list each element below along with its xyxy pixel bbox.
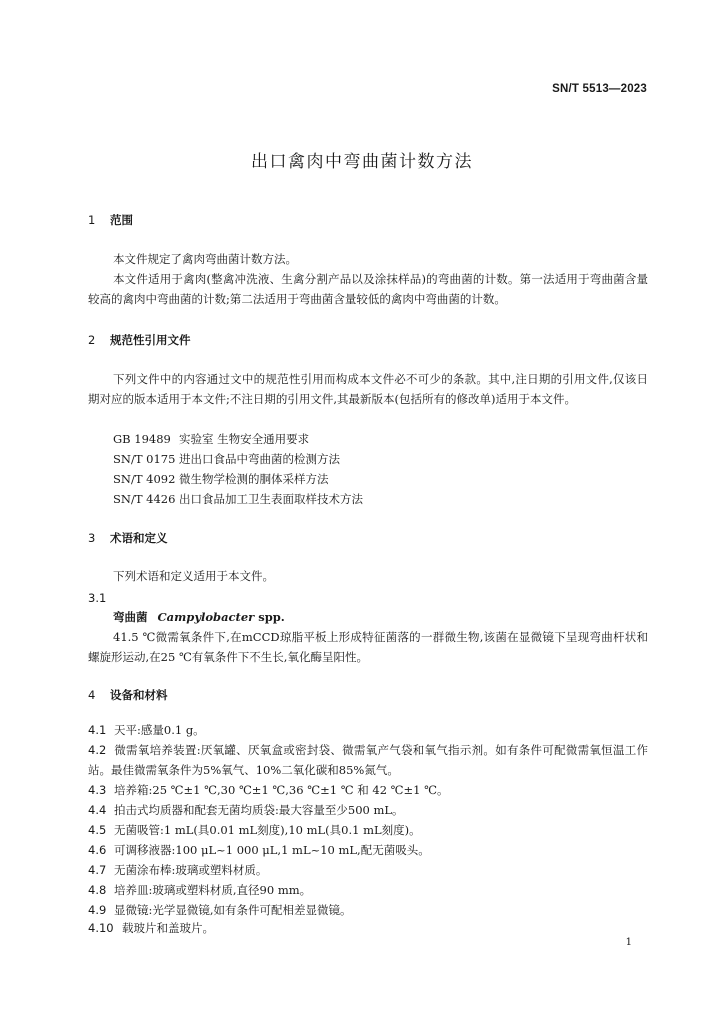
item-text: 拍击式均质器和配套无菌均质袋:最大容量至少500 mL。 (114, 803, 404, 817)
document-title: 出口禽肉中弯曲菌计数方法 (251, 152, 473, 172)
reference-item (113, 469, 329, 489)
item-number: 4.5 (88, 823, 107, 837)
list-item (88, 918, 648, 938)
section-number: 3 (88, 531, 96, 545)
reference-title: 微生物学检测的胴体采样方法 (179, 472, 329, 486)
item-text: 微需氧培养装置:厌氧罐、厌氧盒或密封袋、微需氧产气袋和氧气指示剂。如有条件可配微需氧恒温工作站。最佳微需氧条件为5%氧气、10%二氧化碳和85%氮气。 (88, 743, 648, 777)
list-item (88, 820, 648, 840)
item-number: 4.3 (88, 783, 107, 797)
item-text: 培养皿:玻璃或塑料材质,直径90 mm。 (114, 883, 312, 897)
list-item (88, 900, 648, 920)
section-number: 1 (88, 213, 96, 227)
reference-title: 实验室 生物安全通用要求 (179, 432, 310, 446)
paragraph: 下列文件中的内容通过文中的规范性引用而构成本文件必不可少的条款。其中,注日期的引用文件,仅该日期对应的版本适用于本文件;不注日期的引用文件,其最新版本(包括所有的修改单)适用于本文件。 (88, 372, 648, 406)
section-title: 术语和定义 (110, 531, 168, 545)
standard-number: SN/T 5513—2023 (552, 83, 647, 95)
term-spp: spp. (258, 610, 285, 624)
term-chinese: 弯曲菌 (113, 610, 148, 624)
section-4-heading (88, 687, 168, 703)
reference-code: SN/T 4092 (113, 472, 176, 486)
section-1-heading (88, 212, 133, 228)
item-text: 天平:感量0.1 g。 (114, 723, 205, 737)
paragraph: 本文件规定了禽肉弯曲菌计数方法。 (113, 252, 297, 266)
reference-item (113, 429, 309, 449)
item-text: 无菌吸管:1 mL(具0.01 mL刻度),10 mL(具0.1 mL刻度)。 (114, 823, 421, 837)
list-item (88, 740, 648, 780)
section-number: 4 (88, 688, 96, 702)
item-text: 可调移液器:100 μL~1 000 μL,1 mL~10 mL,配无菌吸头。 (114, 843, 430, 857)
term-name (113, 607, 285, 627)
item-text: 无菌涂布棒:玻璃或塑料材质。 (114, 863, 268, 877)
list-item (88, 720, 648, 740)
item-text: 显微镜:光学显微镜,如有条件可配相差显微镜。 (114, 903, 352, 917)
section-2-heading (88, 332, 191, 348)
reference-code: GB 19489 (113, 432, 171, 446)
reference-item (113, 449, 340, 469)
list-item (88, 860, 648, 880)
paragraph: 本文件适用于禽肉(整禽冲洗液、生禽分割产品以及涂抹样品)的弯曲菌的计数。第一法适用于弯曲菌含量较高的禽肉中弯曲菌的计数;第二法适用于弯曲菌含量较低的禽肉中弯曲菌的计数。 (88, 272, 648, 306)
section-title: 范围 (110, 213, 133, 227)
item-number: 4.4 (88, 803, 107, 817)
section-3-heading (88, 530, 168, 546)
list-item (88, 880, 648, 900)
item-text: 载玻片和盖玻片。 (122, 921, 214, 935)
item-number: 4.7 (88, 863, 107, 877)
reference-item (113, 489, 363, 509)
list-item (88, 840, 648, 860)
item-number: 4.8 (88, 883, 107, 897)
section-number: 2 (88, 333, 96, 347)
section-title: 规范性引用文件 (110, 333, 191, 347)
reference-code: SN/T 0175 (113, 452, 176, 466)
item-number: 4.9 (88, 903, 107, 917)
item-number: 4.1 (88, 723, 107, 737)
reference-title: 出口食品加工卫生表面取样技术方法 (179, 492, 363, 506)
paragraph: 下列术语和定义适用于本文件。 (113, 569, 274, 583)
term-number: 3.1 (88, 591, 107, 605)
term-latin: Campylobacter (157, 610, 255, 624)
item-number: 4.6 (88, 843, 107, 857)
item-number: 4.10 (88, 921, 114, 935)
item-text: 培养箱:25 ℃±1 ℃,30 ℃±1 ℃,36 ℃±1 ℃ 和 42 ℃±1 ℃。 (114, 783, 449, 797)
section-title: 设备和材料 (110, 688, 168, 702)
page-number: 1 (625, 937, 632, 948)
reference-code: SN/T 4426 (113, 492, 176, 506)
list-item (88, 780, 648, 800)
item-number: 4.2 (88, 743, 107, 757)
term-definition: 41.5 ℃微需氧条件下,在mCCD琼脂平板上形成特征菌落的一群微生物,该菌在显微镜下呈现弯曲杆状和螺旋形运动,在25 ℃有氧条件下不生长,氧化酶呈阳性。 (88, 630, 648, 664)
reference-title: 进出口食品中弯曲菌的检测方法 (179, 452, 340, 466)
list-item (88, 800, 648, 820)
